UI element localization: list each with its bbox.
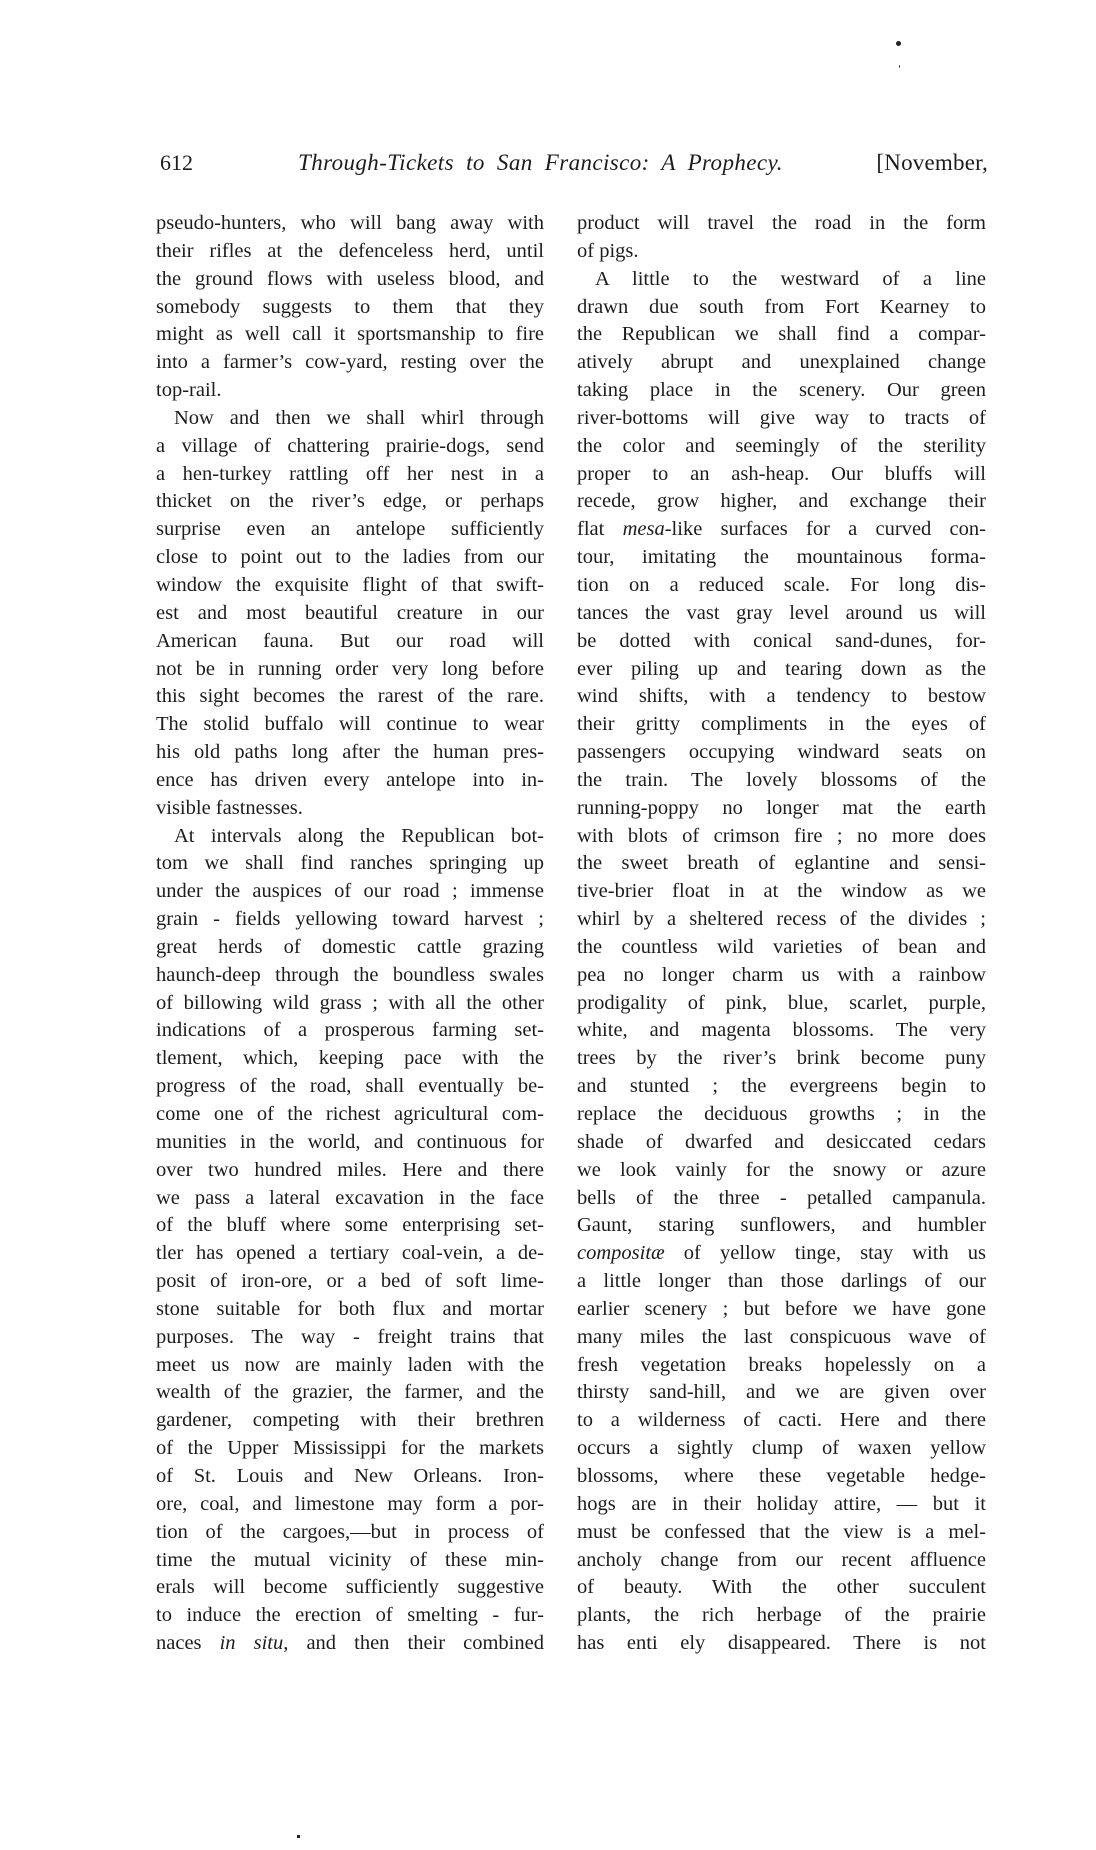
text-line: of the Upper Mississippi for the markets bbox=[156, 1437, 544, 1460]
text-line: the Republican we shall find a compar- bbox=[577, 323, 986, 346]
text-line: American fauna. But our road will bbox=[156, 629, 544, 652]
text-line: munities in the world, and continuous for bbox=[156, 1130, 544, 1153]
text-line: indications of a prosperous farming set- bbox=[156, 1019, 544, 1042]
text-line: must be confessed that the view is a mel- bbox=[577, 1520, 986, 1543]
text-line: occurs a sightly clump of waxen yellow bbox=[577, 1437, 986, 1460]
text-line: many miles the last conspicuous wave of bbox=[577, 1325, 986, 1348]
text-line: pseudo-hunters, who will bang away with bbox=[156, 212, 544, 234]
text-line: drawn due south from Fort Kearney to bbox=[577, 295, 986, 318]
text-line: the ground flows with useless blood, and bbox=[156, 267, 544, 290]
text-line: a hen-turkey rattling off her nest in a bbox=[156, 462, 544, 485]
text-line: est and most beautiful creature in our bbox=[156, 601, 544, 624]
text-line: of the bluff where some enterprising set- bbox=[156, 1214, 544, 1237]
text-line: naces in situ, and then their combined bbox=[156, 1632, 544, 1655]
text-line: blossoms, where these vegetable hedge- bbox=[577, 1464, 986, 1487]
text-line: bells of the three - petalled campanula. bbox=[577, 1186, 986, 1209]
text-line: fresh vegetation breaks hopelessly on a bbox=[577, 1353, 986, 1376]
text-line: somebody suggests to them that they bbox=[156, 295, 544, 318]
text-line: the sweet breath of eglantine and sensi- bbox=[577, 852, 986, 875]
scan-speck bbox=[896, 41, 901, 46]
text-line: atively abrupt and unexplained change bbox=[577, 351, 986, 374]
running-header bbox=[160, 148, 988, 178]
text-line: not be in running order very long before bbox=[156, 657, 544, 680]
text-line: ancholy change from our recent affluence bbox=[577, 1548, 986, 1571]
text-line: replace the deciduous growths ; in the bbox=[577, 1103, 986, 1125]
text-line: a little longer than those darlings of our bbox=[577, 1270, 986, 1293]
text-line: flat mesa-like surfaces for a curved con- bbox=[577, 518, 986, 541]
scan-speck bbox=[297, 1835, 300, 1838]
text-line: close to point out to the ladies from our bbox=[156, 546, 544, 569]
text-line: ever piling up and tearing down as the bbox=[577, 657, 986, 680]
text-line: earlier scenery ; but before we have gone bbox=[577, 1297, 986, 1320]
text-line: prodigality of pink, blue, scarlet, purple, bbox=[577, 991, 986, 1014]
text-line: over two hundred miles. Here and there bbox=[156, 1158, 544, 1181]
italic-term: compositæ bbox=[577, 1242, 665, 1265]
text-line: has enti ely disappeared. There is not bbox=[577, 1632, 986, 1655]
text-line: At intervals along the Republican bot- bbox=[174, 824, 544, 847]
text-line: ence has driven every antelope into in- bbox=[156, 768, 544, 791]
text-line: stone suitable for both flux and mortar bbox=[156, 1297, 544, 1320]
text-line: grain - fields yellowing toward harvest ; bbox=[156, 908, 544, 931]
text-line: The stolid buffalo will continue to wear bbox=[156, 713, 544, 736]
text-line: Gaunt, staring sunflowers, and humbler bbox=[577, 1214, 986, 1237]
text-line: wind shifts, with a tendency to bestow bbox=[577, 685, 986, 708]
text-line: tour, imitating the mountainous forma- bbox=[577, 546, 986, 569]
page-number: 612 bbox=[160, 150, 193, 175]
text-line: might as well call it sportsmanship to fire bbox=[156, 323, 544, 346]
text-line: taking place in the scenery. Our green bbox=[577, 379, 986, 402]
text-line: visible fastnesses. bbox=[156, 796, 303, 819]
text-line: proper to an ash-heap. Our bluffs will bbox=[577, 462, 986, 485]
text-line: product will travel the road in the form bbox=[577, 212, 986, 234]
text-line: their gritty compliments in the eyes of bbox=[577, 713, 986, 736]
text-line: tion of the cargoes,—but in process of bbox=[156, 1520, 544, 1543]
text-line: shade of dwarfed and desiccated cedars bbox=[577, 1130, 986, 1153]
text-line: tom we shall find ranches springing up bbox=[156, 852, 544, 875]
text-line: tances the vast gray level around us will bbox=[577, 601, 986, 624]
text-line: under the auspices of our road ; immense bbox=[156, 880, 544, 903]
text-line: pea no longer charm us with a rainbow bbox=[577, 963, 986, 986]
text-line: their rifles at the defenceless herd, until bbox=[156, 239, 544, 262]
text-line: great herds of domestic cattle grazing bbox=[156, 935, 544, 958]
text-line: his old paths long after the human pres- bbox=[156, 741, 544, 764]
text-line: meet us now are mainly laden with the bbox=[156, 1353, 544, 1376]
text-column-left bbox=[156, 210, 544, 1658]
text-line: tive-brier float in at the window as we bbox=[577, 880, 986, 903]
text-line: we pass a lateral excavation in the face bbox=[156, 1186, 544, 1209]
text-line: A little to the westward of a line bbox=[595, 267, 986, 290]
text-line: passengers occupying windward seats on bbox=[577, 741, 986, 764]
text-line: to a wilderness of cacti. Here and there bbox=[577, 1409, 986, 1432]
text-line: the countless wild varieties of bean and bbox=[577, 935, 986, 958]
text-line: top-rail. bbox=[156, 379, 222, 402]
text-line: white, and magenta blossoms. The very bbox=[577, 1019, 986, 1042]
text-line: of St. Louis and New Orleans. Iron- bbox=[156, 1464, 544, 1487]
text-line: and stunted ; the evergreens begin to bbox=[577, 1075, 986, 1098]
text-line: tlement, which, keeping pace with the bbox=[156, 1047, 544, 1070]
text-line: tler has opened a tertiary coal-vein, a de- bbox=[156, 1242, 544, 1265]
issue-month: [November, bbox=[876, 150, 988, 175]
text-line: erals will become sufficiently suggestive bbox=[156, 1576, 544, 1599]
text-line: window the exquisite flight of that swift- bbox=[156, 573, 544, 596]
text-line: of pigs. bbox=[577, 239, 639, 262]
text-line: thicket on the river’s edge, or perhaps bbox=[156, 490, 544, 513]
text-line: with blots of crimson fire ; no more does bbox=[577, 824, 986, 847]
text-line: plants, the rich herbage of the prairie bbox=[577, 1604, 986, 1627]
italic-term: mesa bbox=[622, 518, 665, 541]
text-line: the train. The lovely blossoms of the bbox=[577, 768, 986, 791]
text-line: to induce the erection of smelting - fur- bbox=[156, 1604, 544, 1627]
text-line: surprise even an antelope sufficiently bbox=[156, 518, 544, 541]
text-line: Now and then we shall whirl through bbox=[174, 406, 544, 429]
text-line: be dotted with conical sand-dunes, for- bbox=[577, 629, 986, 652]
text-line: the color and seemingly of the sterility bbox=[577, 434, 986, 457]
text-line: hogs are in their holiday attire, — but it bbox=[577, 1492, 986, 1515]
text-column-right bbox=[577, 210, 986, 1658]
running-title: Through-Tickets to San Francisco: A Prophecy. bbox=[298, 150, 783, 175]
text-line: recede, grow higher, and exchange their bbox=[577, 490, 986, 513]
text-line: ore, coal, and limestone may form a por- bbox=[156, 1492, 544, 1515]
text-line: thirsty sand-hill, and we are given over bbox=[577, 1381, 986, 1404]
text-line: wealth of the grazier, the farmer, and the bbox=[156, 1381, 544, 1404]
scan-speck bbox=[899, 65, 900, 68]
text-line: whirl by a sheltered recess of the divides ; bbox=[577, 908, 986, 931]
text-line: river-bottoms will give way to tracts of bbox=[577, 406, 986, 429]
text-line: of beauty. With the other succulent bbox=[577, 1576, 986, 1599]
text-line: this sight becomes the rarest of the rare. bbox=[156, 685, 544, 708]
text-line: trees by the river’s brink become puny bbox=[577, 1047, 986, 1070]
text-line: posit of iron-ore, or a bed of soft lime- bbox=[156, 1270, 544, 1293]
text-line: haunch-deep through the boundless swales bbox=[156, 963, 544, 986]
text-line: a village of chattering prairie-dogs, send bbox=[156, 434, 544, 457]
text-line: tion on a reduced scale. For long dis- bbox=[577, 573, 986, 596]
text-line: running-poppy no longer mat the earth bbox=[577, 796, 986, 819]
text-line: gardener, competing with their brethren bbox=[156, 1409, 544, 1432]
text-line: come one of the richest agricultural com- bbox=[156, 1103, 544, 1125]
text-line: we look vainly for the snowy or azure bbox=[577, 1158, 986, 1181]
text-line: progress of the road, shall eventually be- bbox=[156, 1075, 544, 1098]
text-line: time the mutual vicinity of these min- bbox=[156, 1548, 544, 1571]
text-line: compositæ of yellow tinge, stay with us bbox=[577, 1242, 986, 1265]
text-line: of billowing wild grass ; with all the other bbox=[156, 991, 544, 1014]
text-line: into a farmer’s cow-yard, resting over the bbox=[156, 351, 544, 374]
text-line: purposes. The way - freight trains that bbox=[156, 1325, 544, 1348]
italic-term: in situ bbox=[219, 1632, 284, 1655]
